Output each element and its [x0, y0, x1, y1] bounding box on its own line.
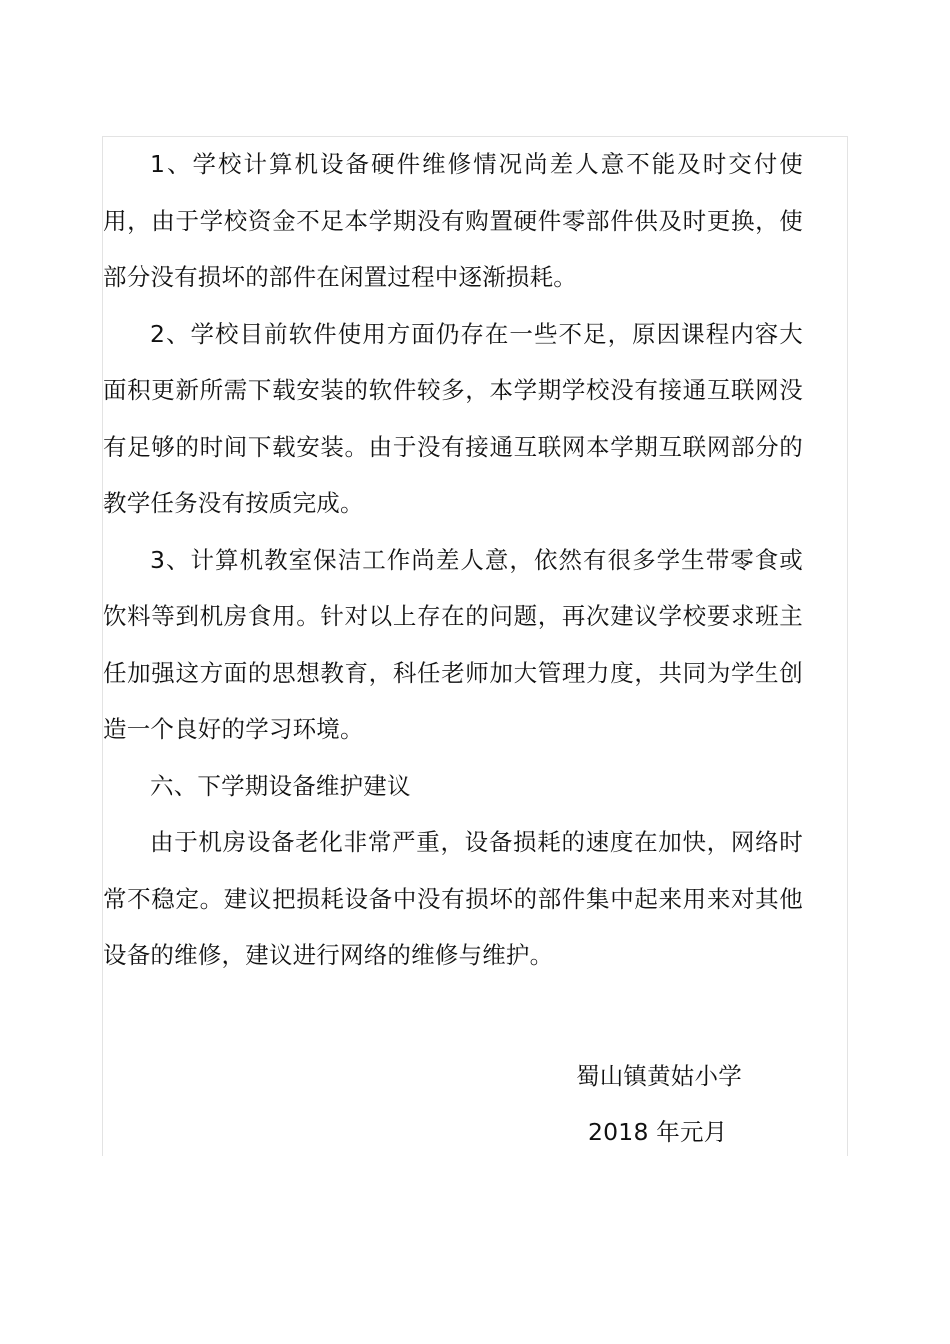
signature: 蜀山镇黄姑小学: [576, 1062, 742, 1090]
section-paragraph: 由于机房设备老化非常严重，设备损耗的速度在加快，网络时常不稳定。建议把损耗设备中没有损坏的部件集中起来用来对其他设备的维修，建议进行网络的维修与维护。: [103, 828, 803, 969]
paragraph-2: 2、学校目前软件使用方面仍存在一些不足，原因课程内容大面积更新所需下载安装的软件较多，本学期学校没有接通互联网没有足够的时间下载安装。由于没有接通互联网本学期互联网部分的教学任务没有按质完成。: [103, 319, 803, 517]
paragraph-1: 1、学校计算机设备硬件维修情况尚差人意不能及时交付使用，由于学校资金不足本学期没有购置硬件零部件供及时更换，使部分没有损坏的部件在闲置过程中逐渐损耗。: [103, 150, 803, 291]
signature-date: 2018 年元月: [588, 1118, 728, 1146]
paragraph-3: 3、计算机教室保洁工作尚差人意，依然有很多学生带零食或饮料等到机房食用。针对以上存在的问题，再次建议学校要求班主任加强这方面的思想教育，科任老师加大管理力度，共同为学生创造一个良好的学习环境。: [103, 545, 803, 743]
document-body: [103, 136, 803, 984]
section-heading: 六、下学期设备维护建议: [150, 771, 411, 800]
